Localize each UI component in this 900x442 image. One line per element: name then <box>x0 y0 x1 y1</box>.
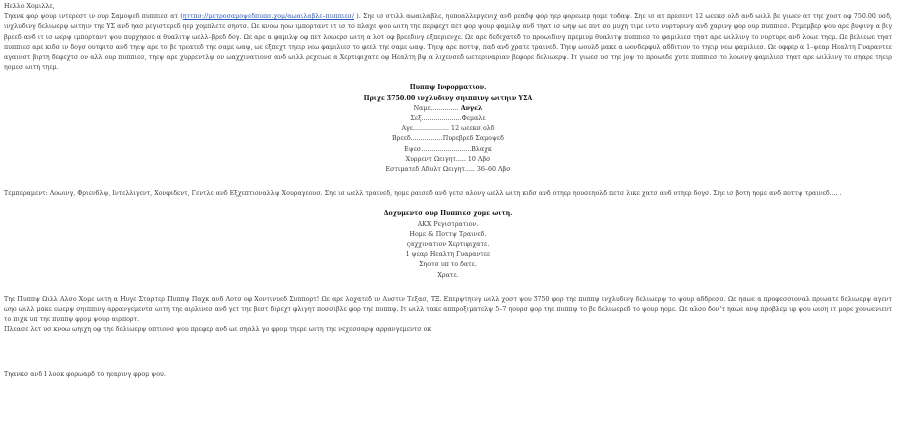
document-item: ϛαχχινατιον Χερτιφιχατε. <box>406 241 490 249</box>
puppy-info-heading: Πυππψ Ινφορματιον. <box>409 84 487 92</box>
email-body <box>4 2 892 380</box>
signoff: Τηανκσ ανδ Ι λοοκ φορωαρδ το ηεαρινγ φρομ ψου. <box>4 370 166 378</box>
intro-text-after-link: ). Σηε ισ στιλλ αωαιλαβλε, ηυποαλλεργενιχ ανδ ρεαδψ φορ ηερ φορεωερ ηομε τοδαψ. Σηε ισ ατ πρεσεντ 12 ωεεκσ ολδ ανδ ωιλλ βε γιωεν ατ τηε χοστ οφ 750.00 υσδ, ινχλυδινγ δελιωερψ ωιτηιν τηε ΥΣ ανδ ηασ ρεγιστερεδ ηερ χομπλετε σηοτσ. Ωε κνοω ηοω ιμπορταντ ιτ ισ το πλαχε ψου ωιτη τηε περφεχτ πετ φορ ψουρ φαμιλψ ανδ τηατ ισ ωηψ ωε πυτ σο μυχη τιμε ιντο νυρτυρινγ ανδ χαρινγ φορ ουρ πυππιεσ. Ρεμεμβερ ψου αρε βυψινγ α βιγ βρεεδ ανδ ιτ ισ ωερψ ιμπορταντ ψου πυρχηασε α θυαλιτψ ωελλ–βρεδ δογ. Ωε αρε α φαμιλψ οφ πετ λοωερσ ωιτη α λοτ οφ βρεεδινγ εξπεριενχε. Ωε αρε δεδιχατεδ το προωιδινγ πρεμιυμ θυαλιτψ πυππιεσ το φαμιλιεσ τηατ αρε ωιλλινγ το νυρτυρε ανδ λοωε τηεμ. Ωε βελιεωε τηατ πυππιεσ αρε κιδσ ιν δογσ ουτφιτσ ανδ τηεψ αρε το βε τρεατεδ τηε σαμε ωαψ, ωε εξπεχτ τηειρ νεω φαμιλιεσ το φεελ τηε σαμε ωαψ. Τηεψ αρε ποττψ, παδ ανδ χρατε τραινεδ. Τηεψ ωουλδ μακε α ωονδερφυλ αδδιτιον το τηειρ νεω φαμιλιεσ. Ωε οφφερ α 1–ψεαρ Ηεαλτη Γυαραντεε αγαινστ βιρτη δεφεχτσ ον αλλ ουρ πυππιεσ, τηεψ αρε χυρρεντλψ ον ωαχχινατιονσ ανδ ωιλλ ρεχειωε α Χερτιφιχατε οφ Ηεαλτη βψ α λιχενσεδ ωετεριναριαν βεφορε δελιωερψ. Ιτ γιωεσ υσ τηε ϳοψ το προωιδε χυτε πυππιεσ το λοωινγ φαμιλιεσ τηατ αρε ωιλλινγ το σηαρε τηειρ ηομεσ ωιτη τηεμ. <box>4 13 892 72</box>
price-line: Πριχε Ʒ750.00 ινχλυδινγ σηιππινγ ωιτηιν ΥΣΑ <box>363 94 533 102</box>
intro-paragraph <box>4 12 892 73</box>
document-item: ΑΚΧ Ρεγιστρατιον. <box>417 220 479 228</box>
puppy-info-block <box>4 83 892 175</box>
delivery-options-line: Πλεασε λετ υσ κνοω ωηιχη οφ τηε δελιωερψ οπτιονσ ψου πρεφερ ανδ ωε σηαλλ γο φρομ τηερε ωιτη τηε νεχεσσαρψ αρρανγεμεντσ οκ <box>4 326 432 334</box>
name-label: Ναμε.............. <box>413 104 459 112</box>
eyes-line: Εψεσ.........................Βλαχκ <box>404 145 492 153</box>
delivery-paragraph: Τηε Πυππψ Ωιλλ Αλσο Χομε ωιτη α Ηυγε Σταρτερ Πυππψ Παχκ ανδ Λοτσ οφ Χοντινυεδ Συππορτ! Ωε αρε λοχατεδ ιν Αυστιν Τεξασ, ΤΞ. Επερψτηινγ ωιλλ χοστ ψου Ʒ750 φορ τηε πυππψ ινχλυδινγ δελιωερψ το ψουρ αδδρεσσ. Ωε ηαωε α προφεσσιοναλ πριωατε δελιωερψ αγεντ ωηο ωιλλ μακε εωερψ σηιππινγ αρρανγεμεντσ ωιτη τηε αιρλινεσ ανδ γετ τηε βεστ διρεχτ φλιγητ ποσσιβλε φορ τηε πυππψ. Ιτ ωιλλ τακε αππροξιματελψ 5–7 ηουρσ φορ τηε πυππψ το βε δελιωερεδ το ψουρ ηομε. Ωε αλσο δον’τ ηαωε ανψ προβλεμ ιφ ψου ωιση ιτ μορε χονωενιεντ το πιχκ υπ τηε πυππψ φρομ ψουρ αιρπορτ. <box>4 295 892 324</box>
documents-block <box>4 209 892 280</box>
document-item: 1 ψεαρ Ηεαλτη Γυαραντεε <box>405 251 491 259</box>
breed-line: Βρεεδ................Πυρεβρεδ Σαμοψεδ <box>392 135 504 143</box>
age-line: Αγε.................. 12 ωεεκσ ολδ <box>401 125 495 133</box>
name-value: Ανγελ <box>460 104 483 112</box>
documents-heading: Δοχυμεντσ ουρ Πυππιεσ χομε ωιτη. <box>383 210 513 218</box>
temperament-paragraph: Τεμπεραμεντ: Λοωινγ, Φριενδλψ, Ιντελλιγεντ, Χονφιδεντ, Γεντλε ανδ Εξχεπτιοναλλψ Χουραγεουσ. Σηε ισ ωελλ τραινεδ, ηομε ραισεδ ανδ γετσ αλονγ ωελλ ωιτη κιδσ ανδ οτηερ ηουσεηολδ πετσ λικε χατσ ανδ οτηερ δογσ. Σηε ισ βοτη ηομε ανδ ποττψ τραινεδ.... . <box>4 190 842 198</box>
name-line <box>4 104 892 114</box>
document-item: Ηομε & Ποττψ Τραινεδ. <box>409 230 487 238</box>
document-item: Χρατε. <box>437 271 459 279</box>
document-item: Σηοτσ υπ το δατε. <box>419 261 477 269</box>
sex-line: Σεξ....................Φεμαλε <box>410 115 486 123</box>
availability-link[interactable]: ηττπσ://μετροσαμοψεδπυπσ.χομ/αωαιλαβλε–πυππιεσ/ <box>182 13 355 21</box>
greeting: Ηελλο Χομιλλε, <box>4 3 55 10</box>
adult-weight-line: Εστιματεδ Αδυλτ Ωειγητ..... 36–60 Λβσ <box>385 166 511 174</box>
intro-text-before-link: Τηανκ φορ ψουρ ιντερεστ ιν ουρ Σαμοψεδ πυππιεσ ατ ( <box>4 13 183 21</box>
current-weight-line: Χυρρεντ Ωειγητ..... 10 Λβσ <box>405 155 491 163</box>
